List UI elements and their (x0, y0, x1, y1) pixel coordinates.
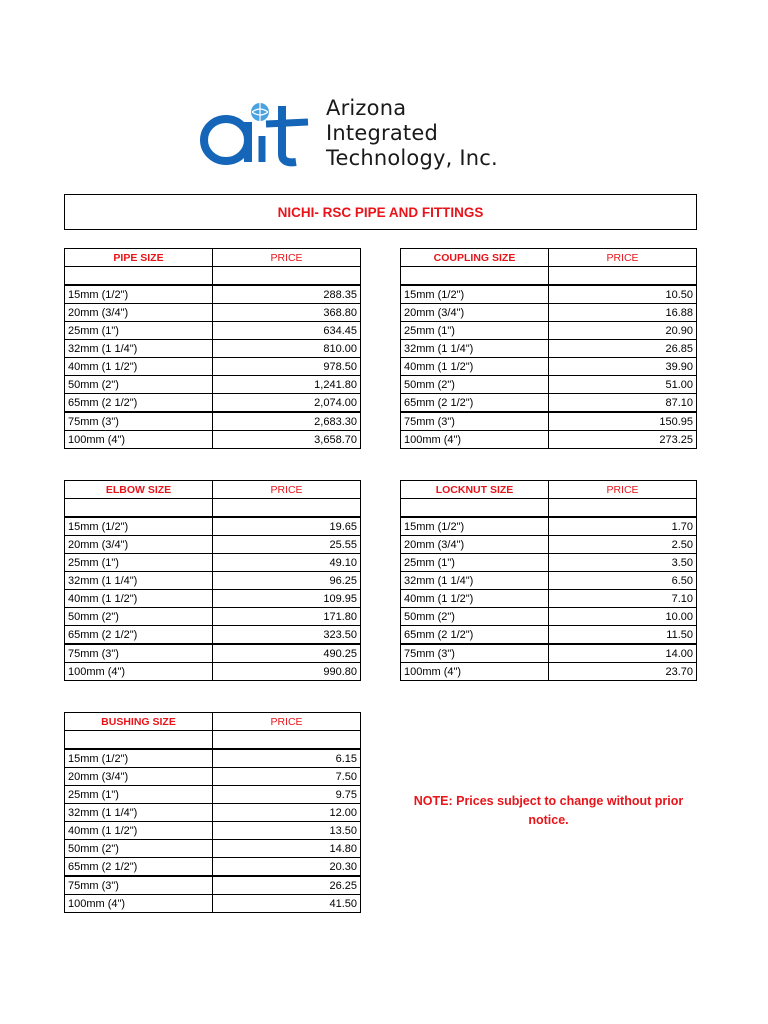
blank-cell (549, 267, 697, 286)
table-row (401, 412, 697, 431)
table-row (401, 358, 697, 376)
price-column-header: PRICE (549, 249, 697, 267)
table-row (401, 608, 697, 626)
table-row (65, 768, 361, 786)
price-cell: 490.25 (213, 644, 361, 663)
blank-row (65, 267, 361, 286)
table-row (401, 285, 697, 304)
blank-cell (549, 499, 697, 518)
logo-line-2: Integrated (326, 121, 438, 145)
price-column-header: PRICE (213, 481, 361, 499)
price-cell: 13.50 (213, 822, 361, 840)
table-row (401, 554, 697, 572)
size-column-header: LOCKNUT SIZE (401, 481, 549, 499)
table-row (65, 340, 361, 358)
blank-row (65, 499, 361, 518)
price-cell: 1.70 (549, 517, 697, 536)
size-cell: 100mm (4") (65, 431, 213, 449)
price-cell: 25.55 (213, 536, 361, 554)
price-cell: 39.90 (549, 358, 697, 376)
size-cell: 15mm (1/2") (401, 285, 549, 304)
logo-wordmark (326, 96, 498, 171)
price-cell: 7.50 (213, 768, 361, 786)
table-row (401, 340, 697, 358)
size-cell: 25mm (1") (401, 554, 549, 572)
table-row (401, 376, 697, 394)
price-cell: 2.50 (549, 536, 697, 554)
size-cell: 32mm (1 1/4") (401, 340, 549, 358)
ait-logo-mark (196, 96, 324, 174)
blank-cell (65, 267, 213, 286)
size-column-header: PIPE SIZE (65, 249, 213, 267)
price-cell: 6.50 (549, 572, 697, 590)
price-cell: 12.00 (213, 804, 361, 822)
size-cell: 100mm (4") (401, 431, 549, 449)
table-row (401, 431, 697, 449)
price-cell: 810.00 (213, 340, 361, 358)
table-row (65, 536, 361, 554)
size-cell: 40mm (1 1/2") (65, 822, 213, 840)
price-cell: 20.30 (213, 858, 361, 877)
price-column-header: PRICE (549, 481, 697, 499)
table-row (65, 517, 361, 536)
price-cell: 14.00 (549, 644, 697, 663)
table-row (65, 572, 361, 590)
table-row (65, 626, 361, 645)
price-cell: 150.95 (549, 412, 697, 431)
size-cell: 65mm (2 1/2") (401, 626, 549, 645)
size-cell: 75mm (3") (401, 412, 549, 431)
size-cell: 20mm (3/4") (401, 536, 549, 554)
size-cell: 75mm (3") (65, 644, 213, 663)
size-cell: 100mm (4") (65, 895, 213, 913)
table-header-row (65, 713, 361, 731)
locknut-price-table (400, 480, 697, 681)
size-cell: 75mm (3") (401, 644, 549, 663)
price-cell: 23.70 (549, 663, 697, 681)
logo-line-3: Technology, Inc. (326, 146, 498, 170)
document-title: NICHI- RSC PIPE AND FITTINGS (277, 204, 484, 220)
price-column-header: PRICE (213, 249, 361, 267)
price-cell: 19.65 (213, 517, 361, 536)
size-cell: 40mm (1 1/2") (401, 590, 549, 608)
size-cell: 25mm (1") (65, 786, 213, 804)
size-cell: 65mm (2 1/2") (65, 626, 213, 645)
size-cell: 25mm (1") (65, 554, 213, 572)
table-row (65, 876, 361, 895)
price-cell: 273.25 (549, 431, 697, 449)
table-row (401, 517, 697, 536)
price-cell: 96.25 (213, 572, 361, 590)
bushing-price-table (64, 712, 361, 913)
price-cell: 3.50 (549, 554, 697, 572)
price-cell: 16.88 (549, 304, 697, 322)
size-cell: 20mm (3/4") (65, 304, 213, 322)
size-cell: 65mm (2 1/2") (65, 394, 213, 413)
size-column-header: BUSHING SIZE (65, 713, 213, 731)
size-cell: 50mm (2") (401, 376, 549, 394)
size-column-header: ELBOW SIZE (65, 481, 213, 499)
price-cell: 11.50 (549, 626, 697, 645)
size-cell: 32mm (1 1/4") (65, 340, 213, 358)
price-cell: 2,074.00 (213, 394, 361, 413)
blank-row (401, 267, 697, 286)
price-cell: 3,658.70 (213, 431, 361, 449)
coupling-price-table (400, 248, 697, 449)
table-row (65, 376, 361, 394)
logo-line-1: Arizona (326, 96, 407, 120)
table-row (401, 304, 697, 322)
size-cell: 25mm (1") (65, 322, 213, 340)
table-row (65, 285, 361, 304)
table-row (65, 858, 361, 877)
table-row (401, 626, 697, 645)
size-cell: 65mm (2 1/2") (65, 858, 213, 877)
table-row (65, 663, 361, 681)
price-cell: 26.85 (549, 340, 697, 358)
table-row (65, 804, 361, 822)
table-row (401, 572, 697, 590)
size-cell: 20mm (3/4") (401, 304, 549, 322)
blank-row (401, 499, 697, 518)
size-cell: 100mm (4") (65, 663, 213, 681)
price-cell: 10.00 (549, 608, 697, 626)
price-cell: 20.90 (549, 322, 697, 340)
blank-cell (401, 499, 549, 518)
size-cell: 50mm (2") (65, 608, 213, 626)
blank-cell (401, 267, 549, 286)
size-cell: 32mm (1 1/4") (65, 804, 213, 822)
price-cell: 1,241.80 (213, 376, 361, 394)
table-row (65, 608, 361, 626)
table-row (65, 644, 361, 663)
table-row (65, 590, 361, 608)
size-cell: 40mm (1 1/2") (65, 358, 213, 376)
size-cell: 50mm (2") (65, 840, 213, 858)
price-change-note: NOTE: Prices subject to change without prior notice. (413, 794, 684, 827)
price-cell: 990.80 (213, 663, 361, 681)
price-cell: 10.50 (549, 285, 697, 304)
blank-cell (213, 267, 361, 286)
table-header-row (65, 249, 361, 267)
table-row (65, 304, 361, 322)
price-cell: 9.75 (213, 786, 361, 804)
price-cell: 14.80 (213, 840, 361, 858)
price-column-header: PRICE (213, 713, 361, 731)
blank-cell (65, 499, 213, 518)
price-cell: 49.10 (213, 554, 361, 572)
size-cell: 40mm (1 1/2") (65, 590, 213, 608)
table-row (65, 786, 361, 804)
price-cell: 6.15 (213, 749, 361, 768)
price-cell: 2,683.30 (213, 412, 361, 431)
price-cell: 51.00 (549, 376, 697, 394)
size-column-header: COUPLING SIZE (401, 249, 549, 267)
table-header-row (401, 481, 697, 499)
size-cell: 32mm (1 1/4") (401, 572, 549, 590)
table-row (401, 663, 697, 681)
size-cell: 75mm (3") (65, 412, 213, 431)
table-row (65, 822, 361, 840)
table-row (65, 840, 361, 858)
price-cell: 171.80 (213, 608, 361, 626)
size-cell: 65mm (2 1/2") (401, 394, 549, 413)
size-cell: 15mm (1/2") (401, 517, 549, 536)
table-row (65, 358, 361, 376)
pipe-price-table (64, 248, 361, 449)
table-row (401, 394, 697, 413)
table-row (401, 536, 697, 554)
price-cell: 634.45 (213, 322, 361, 340)
size-cell: 40mm (1 1/2") (401, 358, 549, 376)
size-cell: 75mm (3") (65, 876, 213, 895)
price-cell: 41.50 (213, 895, 361, 913)
price-cell: 368.80 (213, 304, 361, 322)
price-cell: 26.25 (213, 876, 361, 895)
elbow-price-table (64, 480, 361, 681)
table-header-row (65, 481, 361, 499)
size-cell: 15mm (1/2") (65, 749, 213, 768)
blank-row (65, 731, 361, 750)
table-row (401, 322, 697, 340)
blank-cell (213, 731, 361, 750)
table-row (65, 749, 361, 768)
size-cell: 50mm (2") (401, 608, 549, 626)
table-row (65, 431, 361, 449)
table-header-row (401, 249, 697, 267)
size-cell: 15mm (1/2") (65, 285, 213, 304)
size-cell: 20mm (3/4") (65, 768, 213, 786)
price-cell: 978.50 (213, 358, 361, 376)
table-row (65, 412, 361, 431)
blank-cell (65, 731, 213, 750)
table-row (65, 554, 361, 572)
price-cell: 323.50 (213, 626, 361, 645)
table-row (65, 895, 361, 913)
size-cell: 50mm (2") (65, 376, 213, 394)
price-cell: 109.95 (213, 590, 361, 608)
table-row (65, 322, 361, 340)
document-title-box (64, 194, 697, 230)
price-cell: 288.35 (213, 285, 361, 304)
table-row (65, 394, 361, 413)
price-cell: 87.10 (549, 394, 697, 413)
table-row (401, 644, 697, 663)
size-cell: 100mm (4") (401, 663, 549, 681)
price-cell: 7.10 (549, 590, 697, 608)
company-logo (196, 96, 556, 174)
size-cell: 20mm (3/4") (65, 536, 213, 554)
size-cell: 25mm (1") (401, 322, 549, 340)
blank-cell (213, 499, 361, 518)
table-row (401, 590, 697, 608)
size-cell: 15mm (1/2") (65, 517, 213, 536)
size-cell: 32mm (1 1/4") (65, 572, 213, 590)
